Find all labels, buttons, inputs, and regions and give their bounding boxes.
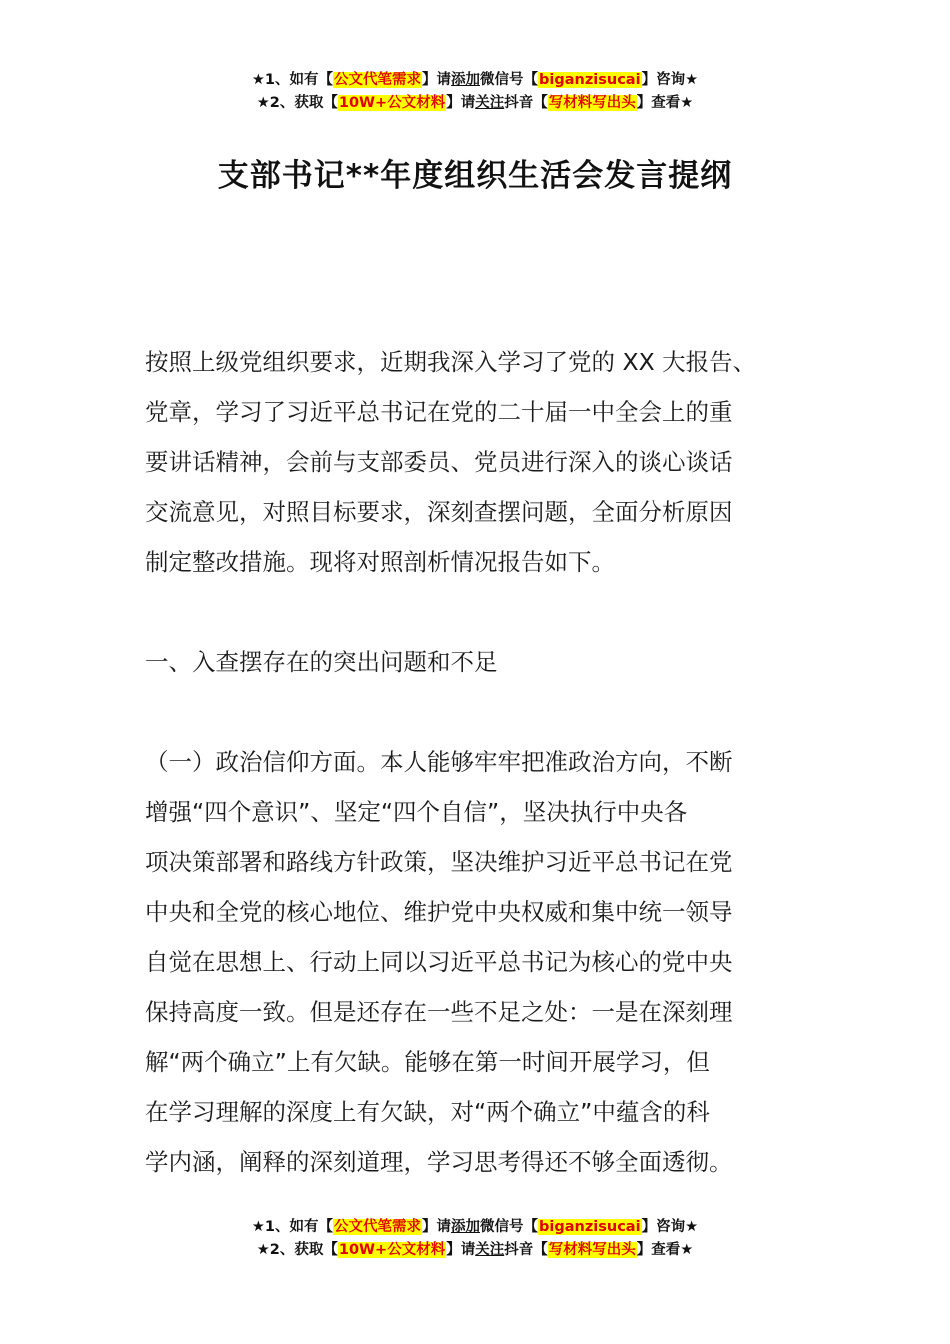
paragraph-line: 中央和全党的核心地位、维护党中央权威和集中统一领导	[145, 898, 733, 926]
highlight-wechat-id: biganzisucai	[539, 72, 641, 88]
footer-banner	[0, 1216, 950, 1262]
banner-line-2: ★2、获取【10W+公文材料】请关注抖音【写材料写出头】查看★	[256, 95, 694, 111]
highlight-service: 公文代笔需求	[334, 1219, 422, 1235]
intro-paragraph	[145, 337, 815, 587]
highlight-wechat-id: biganzisucai	[539, 1219, 641, 1235]
highlight-service: 公文代笔需求	[334, 72, 422, 88]
paragraph-line: 在学习理解的深度上有欠缺，对“两个确立”中蕴含的科	[145, 1098, 710, 1126]
section-heading: 一、入查摆存在的突出问题和不足	[145, 648, 498, 676]
paragraph-line: 制定整改措施。现将对照剖析情况报告如下。	[145, 548, 615, 576]
paragraph-line: 项决策部署和路线方针政策，坚决维护习近平总书记在党	[145, 848, 733, 876]
paragraph-line: 保持高度一致。但是还存在一些不足之处：一是在深刻理	[145, 998, 733, 1026]
paragraph-line: 解“两个确立”上有欠缺。能够在第一时间开展学习，但	[145, 1048, 710, 1076]
highlight-materials: 10W+公文材料	[338, 95, 446, 111]
paragraph-line: 党章，学习了习近平总书记在党的二十届一中全会上的重	[145, 398, 733, 426]
section-1-paragraph	[145, 737, 815, 1187]
paragraph-line: 增强“四个意识”、坚定“四个自信”，坚决执行中央各	[145, 798, 688, 826]
header-banner	[0, 69, 950, 115]
banner-line-1: ★1、如有【公文代笔需求】请添加微信号【biganzisucai】咨询★	[251, 72, 699, 88]
document-title: 支部书记**年度组织生活会发言提纲	[217, 158, 733, 194]
paragraph-line: 要讲话精神，会前与支部委员、党员进行深入的谈心谈话	[145, 448, 733, 476]
banner-line-1: ★1、如有【公文代笔需求】请添加微信号【biganzisucai】咨询★	[251, 1219, 699, 1235]
paragraph-line: 交流意见，对照目标要求，深刻查摆问题，全面分析原因	[145, 498, 733, 526]
paragraph-line: 自觉在思想上、行动上同以习近平总书记为核心的党中央	[145, 948, 733, 976]
highlight-douyin: 写材料写出头	[548, 95, 636, 111]
paragraph-line: 按照上级党组织要求，近期我深入学习了党的 XX 大报告、	[145, 348, 757, 376]
highlight-douyin: 写材料写出头	[548, 1242, 636, 1258]
paragraph-line: 学内涵，阐释的深刻道理，学习思考得还不够全面透彻。	[145, 1148, 733, 1176]
paragraph-line: （一）政治信仰方面。本人能够牢牢把准政治方向，不断	[145, 748, 733, 776]
banner-line-2: ★2、获取【10W+公文材料】请关注抖音【写材料写出头】查看★	[256, 1242, 694, 1258]
highlight-materials: 10W+公文材料	[338, 1242, 446, 1258]
